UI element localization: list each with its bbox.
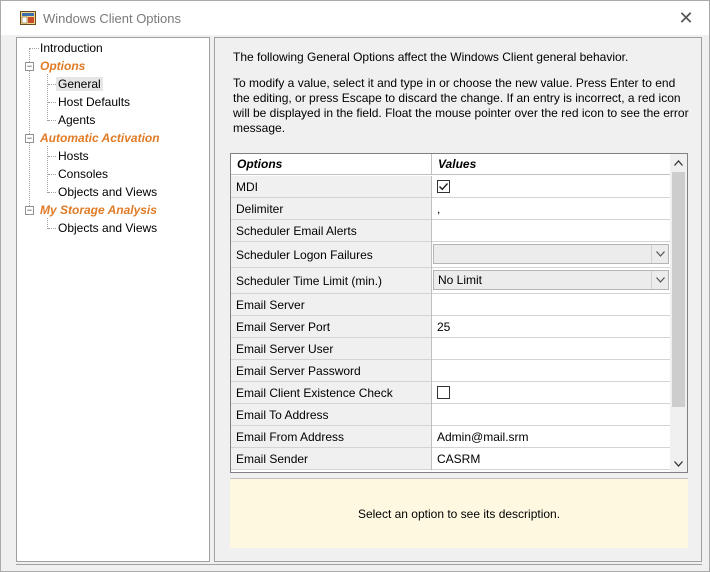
option-value[interactable] (432, 242, 671, 267)
scroll-up-icon[interactable] (670, 154, 687, 171)
tree-item-label: General (58, 77, 101, 91)
tree-item-objects-and-views[interactable] (58, 183, 157, 201)
option-value[interactable] (432, 338, 671, 359)
options-column-header: Options (237, 157, 283, 171)
tree-item-automatic-activation[interactable] (40, 129, 160, 147)
collapse-icon[interactable]: − (26, 205, 33, 215)
options-grid (230, 153, 688, 473)
tree-connector (48, 156, 56, 157)
option-name: Delimiter (231, 198, 431, 219)
option-name: Scheduler Time Limit (min.) (231, 268, 431, 293)
value-text: Admin@mail.srm (437, 429, 529, 444)
value-text: 25 (437, 319, 451, 334)
tree-item-my-storage-analysis[interactable] (40, 201, 157, 219)
tree-item-label: Objects and Views (58, 221, 158, 235)
grid-row[interactable] (231, 448, 671, 470)
tree-item-label: Agents (58, 113, 96, 127)
tree-item-label: Hosts (58, 149, 89, 163)
grid-row[interactable] (231, 316, 671, 338)
option-value[interactable] (432, 426, 671, 447)
grid-row[interactable] (231, 360, 671, 382)
close-button[interactable] (663, 1, 709, 35)
option-name: Scheduler Email Alerts (231, 220, 431, 241)
tree-item-label: Consoles (58, 167, 109, 181)
scroll-down-icon[interactable] (670, 455, 687, 472)
tree-connector (48, 84, 56, 85)
grid-row[interactable] (231, 426, 671, 448)
option-name: Email Server (231, 294, 431, 315)
options-tree (16, 37, 210, 562)
scrollbar-thumb[interactable] (672, 172, 685, 407)
instructions-text: To modify a value, select it and type in or choose the new value. Press Enter to end the editing, or press Escape to discard the change. If an entry is incorrect, a red icon will be displayed in the field. Float the mouse pointer over the red icon to see the error message. (233, 76, 689, 135)
close-icon: ✕ (678, 7, 694, 28)
option-value[interactable] (432, 220, 671, 241)
checkmark-icon (438, 181, 449, 192)
tree-item-label: Introduction (40, 41, 103, 55)
option-value[interactable] (432, 198, 671, 219)
option-name: Scheduler Logon Failures (231, 242, 431, 267)
app-icon (20, 11, 36, 25)
option-value[interactable] (432, 448, 671, 469)
tree-item-general[interactable] (56, 75, 103, 93)
tree-connector (47, 74, 48, 121)
option-name: MDI (231, 176, 431, 197)
option-name: Email From Address (231, 426, 431, 447)
option-name: Email Server User (231, 338, 431, 359)
tree-item-label: Host Defaults (58, 95, 131, 109)
description-text: Select an option to see its description. (357, 506, 561, 521)
option-name: Email Server Port (231, 316, 431, 337)
option-value[interactable] (432, 294, 671, 315)
tree-item-label: Automatic Activation (40, 131, 160, 145)
tree-item-consoles[interactable] (58, 165, 108, 183)
tree-connector (48, 102, 56, 103)
tree-item-hosts[interactable] (58, 147, 89, 165)
checkbox-checked[interactable] (437, 180, 450, 193)
value-text: CASRM (437, 451, 481, 466)
title-bar (1, 1, 709, 35)
option-name: Email Server Password (231, 360, 431, 381)
tree-item-host-defaults[interactable] (58, 93, 130, 111)
grid-row[interactable] (231, 242, 671, 268)
dropdown-value: No Limit (438, 273, 483, 287)
checkbox-unchecked[interactable] (437, 386, 450, 399)
grid-row[interactable] (231, 294, 671, 316)
chevron-down-icon[interactable] (651, 245, 668, 263)
option-value[interactable] (432, 404, 671, 425)
intro-text: The following General Options affect the Windows Client general behavior. (233, 50, 629, 64)
value-text: , (437, 201, 441, 216)
option-value[interactable] (432, 360, 671, 381)
tree-item-objects-and-views-2[interactable] (58, 219, 157, 237)
tree-connector (30, 48, 39, 49)
tree-connector (48, 120, 56, 121)
option-value[interactable] (432, 382, 671, 403)
option-value[interactable] (432, 268, 671, 293)
grid-header (231, 154, 671, 175)
grid-row[interactable] (231, 338, 671, 360)
tree-item-agents[interactable] (58, 111, 95, 129)
tree-item-options[interactable] (40, 57, 85, 75)
tree-item-label: Options (40, 59, 86, 73)
option-name: Email Client Existence Check (231, 382, 431, 403)
divider (16, 564, 702, 566)
option-value[interactable] (432, 316, 671, 337)
tree-item-label: Objects and Views (58, 185, 158, 199)
collapse-icon[interactable]: − (26, 61, 33, 71)
grid-row[interactable] (231, 198, 671, 220)
value-dropdown[interactable] (433, 270, 669, 290)
window-title: Windows Client Options (43, 11, 181, 26)
grid-row[interactable] (231, 268, 671, 294)
grid-row[interactable] (231, 176, 671, 198)
tree-item-label: My Storage Analysis (40, 203, 157, 217)
description-panel (230, 478, 688, 548)
grid-row[interactable] (231, 220, 671, 242)
tree-connector (29, 48, 30, 214)
tree-connector (47, 146, 48, 193)
chevron-down-icon[interactable] (651, 271, 668, 289)
collapse-icon[interactable]: − (26, 133, 33, 143)
option-name: Email To Address (231, 404, 431, 425)
value-dropdown[interactable] (433, 244, 669, 264)
tree-connector (48, 192, 56, 193)
grid-row[interactable] (231, 404, 671, 426)
option-value[interactable] (432, 176, 671, 197)
grid-scrollbar[interactable] (670, 154, 687, 472)
values-column-header: Values (438, 157, 477, 171)
tree-connector (48, 228, 56, 229)
grid-row[interactable] (231, 382, 671, 404)
tree-connector (48, 174, 56, 175)
option-name: Email Sender (231, 448, 431, 469)
tree-item-introduction[interactable] (40, 39, 103, 57)
